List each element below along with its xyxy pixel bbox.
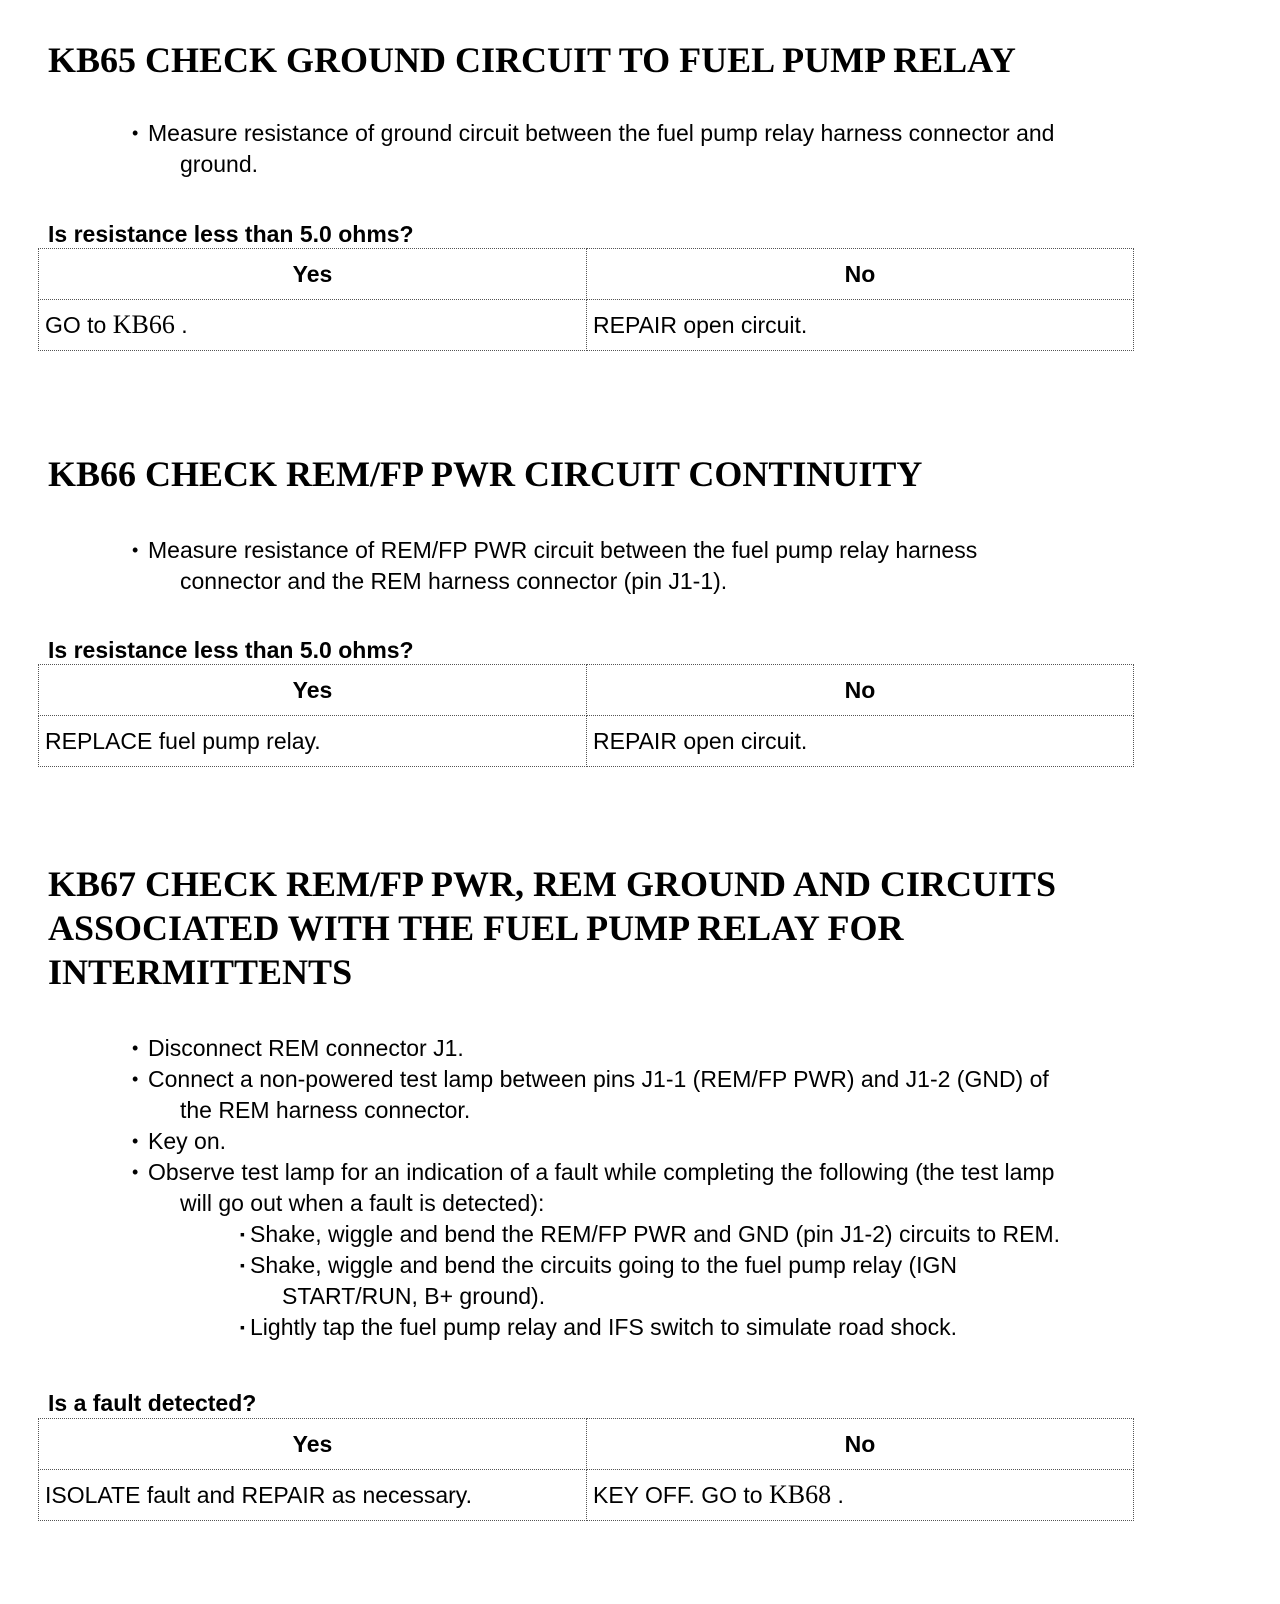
yes-no-table xyxy=(38,664,1134,767)
list-item: • Measure resistance of ground circuit between the fuel pump relay harness connector and ground. xyxy=(132,118,1252,180)
link-kb68[interactable]: KB68 xyxy=(768,1480,832,1509)
list-item: • Key on. xyxy=(132,1126,1252,1157)
yes-no-table xyxy=(38,1418,1134,1521)
yes-cell: ISOLATE fault and REPAIR as necessary. xyxy=(39,1470,587,1521)
sub-list-item: ▪ Lightly tap the fuel pump relay and IFS switch to simulate road shock. xyxy=(240,1312,1252,1343)
section-title: KB67 CHECK REM/FP PWR, REM GROUND AND CIRCUITS ASSOCIATED WITH THE FUEL PUMP RELAY FOR INTERMITTENTS xyxy=(48,864,1057,992)
no-cell: REPAIR open circuit. xyxy=(587,716,1134,767)
instruction-list xyxy=(132,1033,1252,1343)
header-yes: Yes xyxy=(39,249,587,300)
yes-cell: REPLACE fuel pump relay. xyxy=(39,716,587,767)
header-no: No xyxy=(587,665,1134,716)
link-kb66[interactable]: KB66 xyxy=(112,310,175,339)
yes-no-table xyxy=(38,248,1134,351)
list-item: • Connect a non-powered test lamp between pins J1-1 (REM/FP PWR) and J1-2 (GND) of the REM harness connector. xyxy=(132,1064,1252,1126)
sub-list-item: ▪ Shake, wiggle and bend the REM/FP PWR and GND (pin J1-2) circuits to REM. xyxy=(240,1219,1252,1250)
list-item: • Observe test lamp for an indication of a fault while completing the following (the test lamp will go out when a fault is detected): ▪ Shake, wiggle and bend the REM/FP PWR and GND (pin J1-2) circuits to REM. ▪ Shake, wiggle and bend the circuits going to the fuel pump relay (IGN START/RUN, B+ ground). ▪ Lightly tap the fuel pump relay and IFS switch to simulate road shock. xyxy=(132,1157,1252,1343)
list-item: • Measure resistance of REM/FP PWR circuit between the fuel pump relay harness connector and the REM harness connector (pin J1-1). xyxy=(132,535,1252,597)
question-label: Is resistance less than 5.0 ohms? xyxy=(48,221,414,247)
instruction-list xyxy=(132,118,1252,180)
question-label: Is a fault detected? xyxy=(48,1390,257,1416)
header-yes: Yes xyxy=(39,1419,587,1470)
section-title: KB65 CHECK GROUND CIRCUIT TO FUEL PUMP RELAY xyxy=(48,40,1016,80)
header-no: No xyxy=(587,1419,1134,1470)
sub-instruction-list xyxy=(148,1219,1252,1343)
yes-cell: GO to KB66 . xyxy=(39,300,587,351)
no-cell: REPAIR open circuit. xyxy=(587,300,1134,351)
header-no: No xyxy=(587,249,1134,300)
section-title: KB66 CHECK REM/FP PWR CIRCUIT CONTINUITY xyxy=(48,454,923,494)
header-yes: Yes xyxy=(39,665,587,716)
instruction-list xyxy=(132,535,1252,597)
list-item: • Disconnect REM connector J1. xyxy=(132,1033,1252,1064)
no-cell: KEY OFF. GO to KB68 . xyxy=(587,1470,1134,1521)
question-label: Is resistance less than 5.0 ohms? xyxy=(48,637,414,663)
sub-list-item: ▪ Shake, wiggle and bend the circuits going to the fuel pump relay (IGN START/RUN, B+ ground). xyxy=(240,1250,1252,1312)
